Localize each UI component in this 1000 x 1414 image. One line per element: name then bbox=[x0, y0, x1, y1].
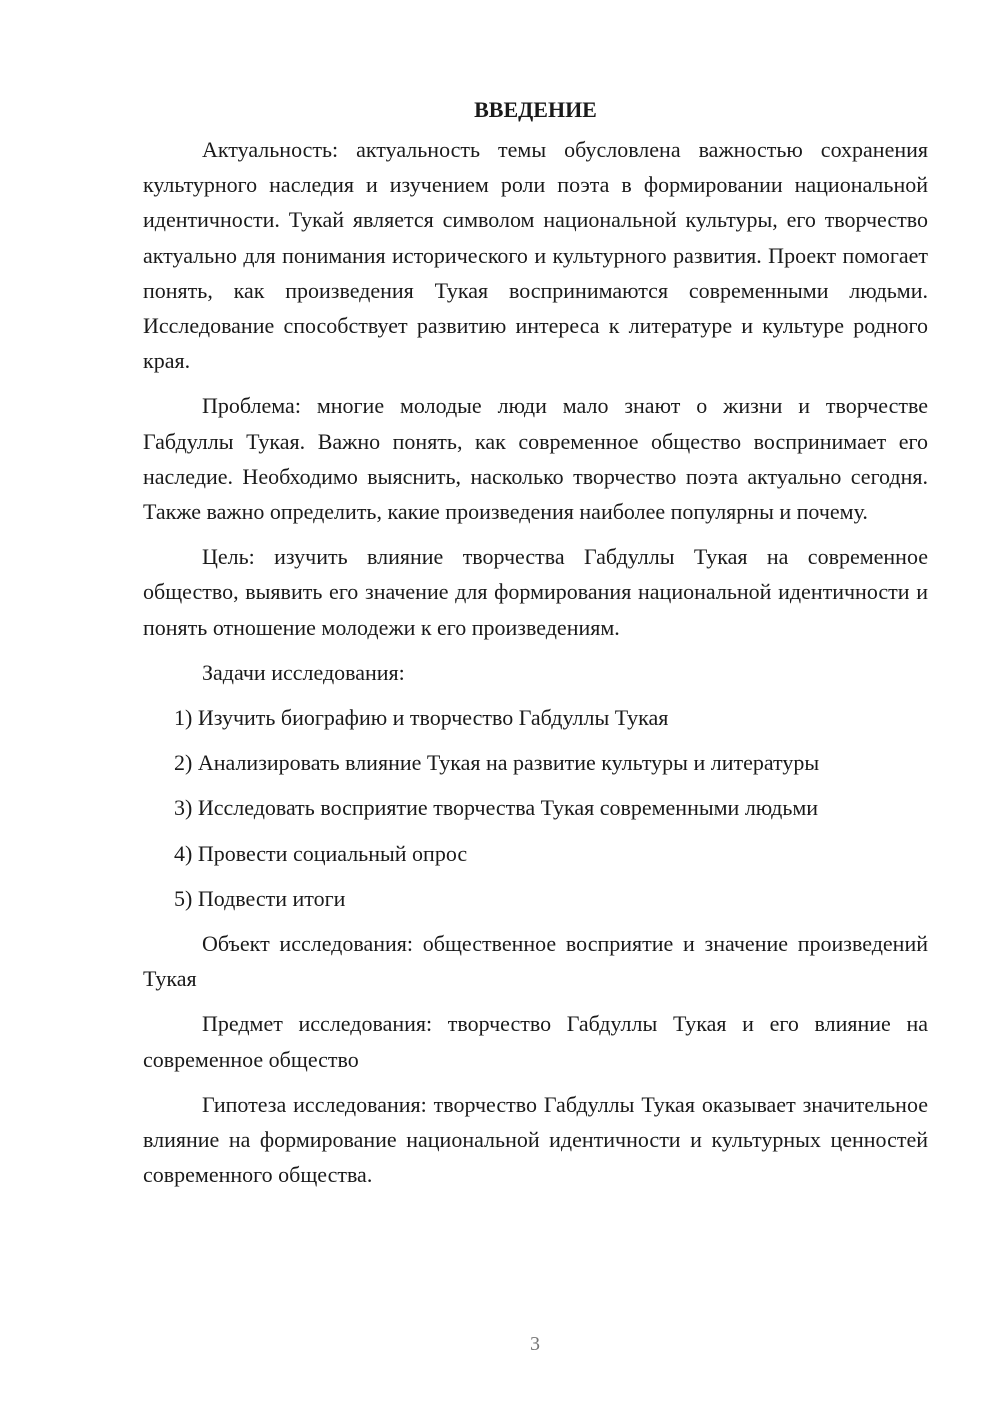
task-item-4: 4) Провести социальный опрос bbox=[174, 840, 468, 866]
hypothesis-paragraph: Гипотеза исследования: творчество Габдуллы Тукая оказывает значительное влияние на формирование национальной идентичности и культурных ценностей современного общества. bbox=[143, 1091, 928, 1188]
tasks-list bbox=[143, 700, 928, 916]
task-item-5: 5) Подвести итоги bbox=[174, 885, 346, 911]
relevance-paragraph: Актуальность: актуальность темы обусловлена важностью сохранения культурного наследия и изучением роли поэта в формировании национальной идентичности. Тукай является символом национальной культуры, его творчество актуально для понимания исторического и культурного развития. Проект помогает понять, как произведения Тукая воспринимаются современными людьми. Исследование способствует развитию интереса к литературе и культуре родного края. bbox=[143, 137, 928, 374]
problem-paragraph: Проблема: многие молодые люди мало знают о жизни и творчестве Габдуллы Тукая. Важно понять, как современное общество воспринимает его наследие. Необходимо выяснить, насколько творчество поэта актуально сегодня. Также важно определить, какие произведения наиболее популярны и почему. bbox=[143, 393, 928, 525]
goal-paragraph: Цель: изучить влияние творчества Габдуллы Тукая на современное общество, выявить его значение для формирования национальной идентичности и понять отношение молодежи к его произведениям. bbox=[143, 544, 928, 640]
page-content bbox=[143, 92, 928, 1202]
subject-paragraph: Предмет исследования: творчество Габдуллы Тукая и его влияние на современное общество bbox=[143, 1011, 928, 1072]
section-title: ВВЕДЕНИЕ bbox=[474, 97, 597, 122]
object-paragraph: Объект исследования: общественное восприятие и значение произведений Тукая bbox=[143, 931, 928, 992]
tasks-heading: Задачи исследования: bbox=[202, 659, 405, 685]
task-item-2: 2) Анализировать влияние Тукая на развитие культуры и литературы bbox=[174, 750, 820, 776]
page-number: 3 bbox=[530, 1333, 540, 1355]
task-item-1: 1) Изучить биографию и творчество Габдуллы Тукая bbox=[174, 705, 669, 731]
task-item-3: 3) Исследовать восприятие творчества Тукая современными людьми bbox=[174, 795, 819, 821]
